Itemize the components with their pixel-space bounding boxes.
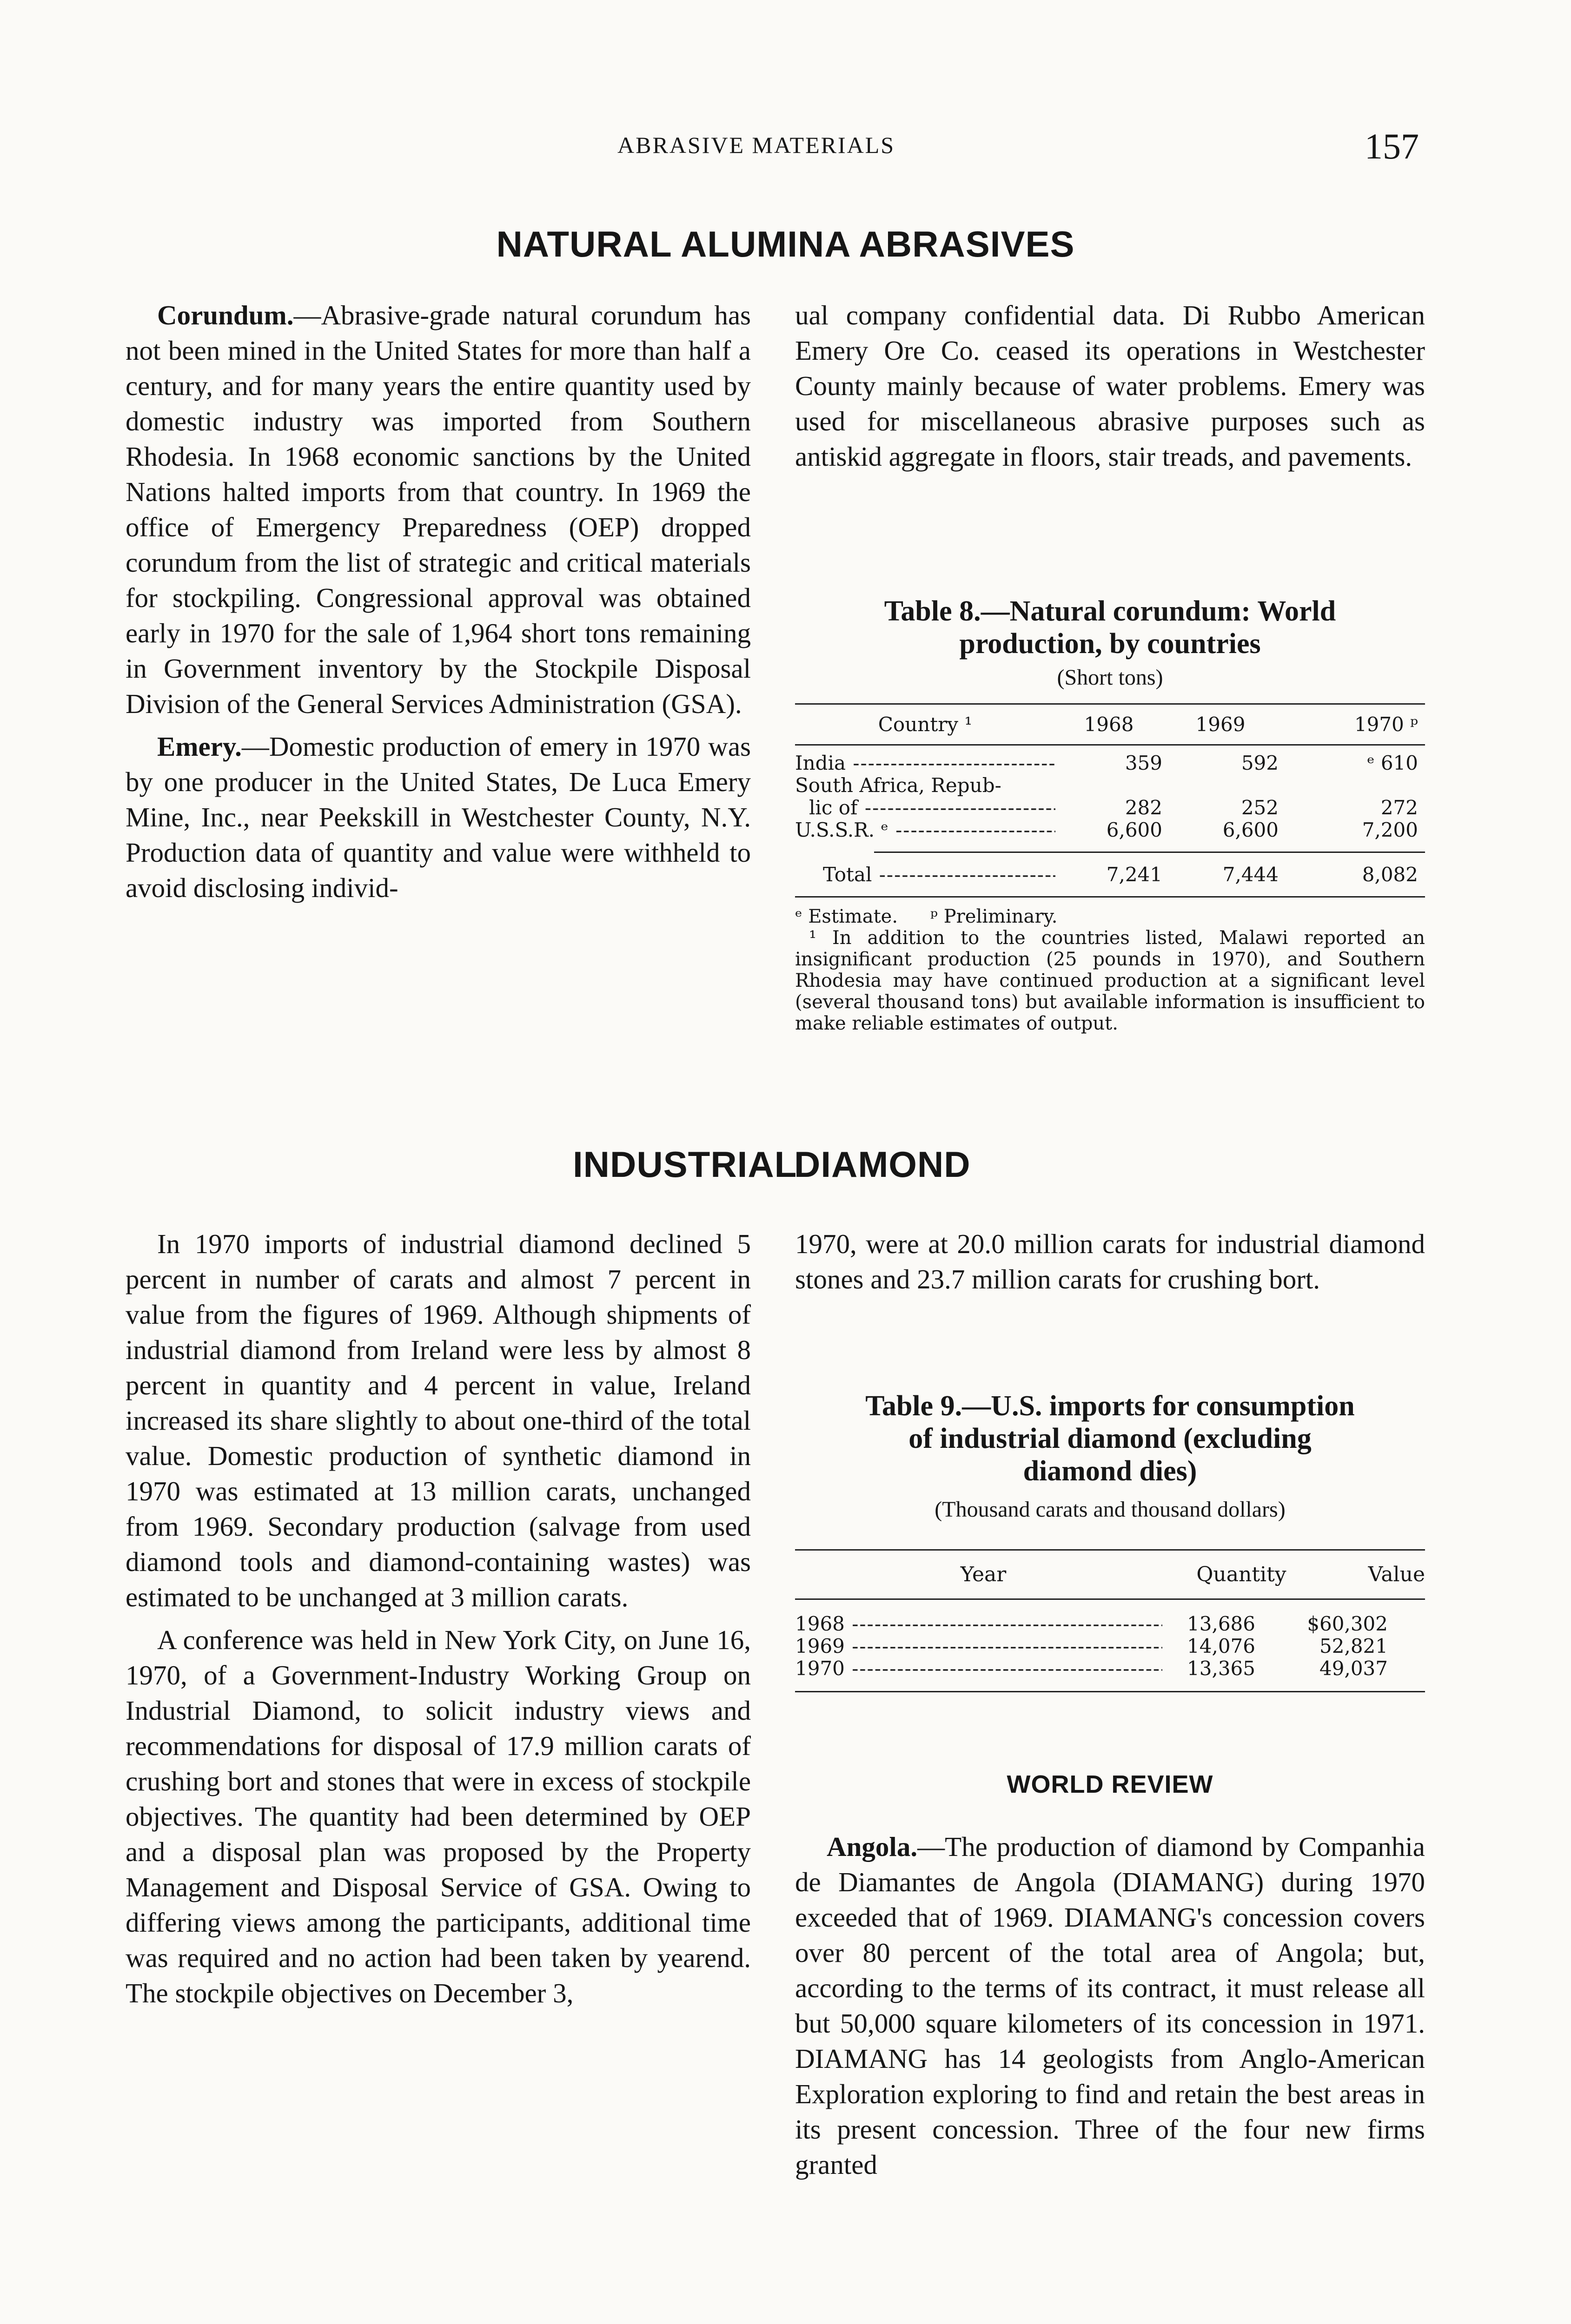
table-row: South Africa, Repub- xyxy=(795,774,1001,797)
table-8-footnote: ¹ In addition to the countries listed, Malawi reported an insignificant production (25 pounds in 1970), and Southern Rhodesia may have continued production at a significant level (several thousand tons) but available information is insufficient to make reliable estimates of output. xyxy=(795,927,1425,1034)
world-review-column xyxy=(795,1829,1425,2182)
left-column-section2 xyxy=(126,1226,751,2011)
section-title-diamond: DIAMOND xyxy=(794,1144,971,1185)
diamond-paragraph-1: In 1970 imports of industrial diamond declined 5 percent in number of carats and almost 7 percent in value from the figures of 1969. Although shipments of industrial diamond from Ireland were less by almost 8 percent in quantity and 4 percent in value, Ireland increased its share slightly to about one-third of the total value. Domestic production of synthetic diamond in 1970 was estimated at 13 million carats, unchanged from 1969. Secondary production (salvage from used diamond tools and diamond-containing wastes) was estimated to be unchanged at 3 million carats. xyxy=(126,1228,751,1612)
emery-paragraph xyxy=(126,729,751,905)
table-row: 1969 ----- 14,076 52,821 xyxy=(795,1635,1425,1657)
table-8-bottom-rule xyxy=(795,896,1425,898)
running-head: ABRASIVE MATERIALS xyxy=(617,132,895,158)
table-8-units: (Short tons) xyxy=(1057,665,1163,690)
corundum-paragraph xyxy=(126,297,751,721)
table-9-body xyxy=(795,1600,1425,1691)
emery-text: —Domestic production of emery in 1970 was by one producer in the United States, De Luca Emery Mine, Inc., near Peekskill in Westchester County, N.Y. Production data of quantity and value were withheld to avoid disclosing individ- xyxy=(126,731,751,903)
angola-lead: Angola. xyxy=(827,1831,918,1862)
table-8-total: Total ----- 7,241 7,444 8,082 xyxy=(795,853,1425,896)
table-9-bottom-rule xyxy=(795,1691,1425,1692)
table-8-col-1969: 1969 xyxy=(1195,713,1246,736)
world-review-heading: WORLD REVIEW xyxy=(1007,1770,1213,1798)
section-title-natural-alumina: NATURAL ALUMINA ABRASIVES xyxy=(496,224,1075,264)
table-8-caption-line2: production, by countries xyxy=(959,628,1261,660)
section-title-industrial: INDUSTRIAL xyxy=(573,1144,797,1185)
diamond-paragraph-2: A conference was held in New York City, on June 16, 1970, of a Government-Industry Working Group on Industrial Diamond, to solicit industry views and recommendations for disposal of 17.9 million carats of crushing bort and stones that were in excess of stockpile objectives. The quantity had been determined by OEP and a disposal plan was proposed by the Property Management and Disposal Service of GSA. Owing to differing views among the participants, additional time was required and no action had been taken by yearend. The stockpile objectives on December 3, xyxy=(126,1624,751,2008)
table-8 xyxy=(795,595,1425,1034)
table-9-caption: Table 9.—U.S. imports for consumption of industrial diamond (excluding diamond dies) xyxy=(865,1390,1355,1487)
corundum-text: —Abrasive-grade natural corundum has not been mined in the United States for more than half a century, and for many years the entire quantity used by domestic industry was imported from Southern Rhodesia. In 1968 economic sanctions by the United Nations halted imports from that country. In 1969 the office of Emergency Preparedness (OEP) dropped corundum from the list of strategic and critical materials for stockpiling. Congressional approval was obtained early in 1970 for the sale of 1,964 short tons remaining in Government inventory by the Stockpile Disposal Division of the General Services Administration (GSA). xyxy=(126,300,751,719)
table-8-header xyxy=(795,705,1425,744)
table-row: 1968 ----- 13,686 $60,302 xyxy=(795,1613,1425,1635)
table-row: 1970 ----- 13,365 49,037 xyxy=(795,1657,1425,1680)
table-8-caption xyxy=(795,595,1425,660)
diamond-continued: 1970, were at 20.0 million carats for industrial diamond stones and 23.7 million carats for crushing bort. xyxy=(795,1228,1425,1294)
table-9-units: (Thousand carats and thousand dollars) xyxy=(935,1497,1286,1522)
table-8-notes: ᵉ Estimate. ᵖ Preliminary. ¹ In addition to the countries listed, Malawi reported an insignificant production (25 pounds in 1970), and Southern Rhodesia may have continued production at a significant level (several thousand tons) but available information is insufficient to make reliable estimates of output. xyxy=(795,906,1425,1034)
table-row: India ----- 359 592 ᵉ 610 xyxy=(795,752,1425,774)
table-row: U.S.S.R. ᵉ ----- 6,600 6,600 7,200 xyxy=(795,819,1425,841)
table-8-body xyxy=(795,746,1425,841)
angola-text: —The production of diamond by Companhia de Diamantes de Angola (DIAMANG) during 1970 exceeded that of 1969. DIAMANG's concession covers over 80 percent of the total area of Angola; but, according to the terms of its contract, it must release all but 50,000 square kilometers of its concession in 1971. DIAMANG has 14 geologists from Anglo-American Exploration exploring to find and retain the best areas in its present concession. Three of the four new firms granted xyxy=(795,1831,1425,2180)
table-8-col-1970: 1970 ᵖ xyxy=(1354,713,1418,736)
table-8-col-1968: 1968 xyxy=(1084,713,1134,736)
table-9 xyxy=(795,1390,1425,1692)
left-column-section1 xyxy=(126,297,751,905)
right-column-section2 xyxy=(795,1226,1425,1297)
page-number: 157 xyxy=(1365,126,1419,166)
emery-lead: Emery. xyxy=(157,731,242,762)
table-8-caption-line1: Table 8.—Natural corundum: World xyxy=(884,595,1336,627)
table-8-col-country: Country ¹ xyxy=(878,713,973,736)
emery-continued: ual company confidential data. Di Rubbo American Emery Ore Co. ceased its operations in Westchester County mainly because of water problems. Emery was used for miscellaneous abrasive purposes such as antiskid aggregate in floors, stair treads, and pavements. xyxy=(795,300,1425,472)
corundum-lead: Corundum. xyxy=(157,300,294,330)
table-9-header: Year Quantity Value xyxy=(960,1563,1425,1586)
table-row: lic of ----- 282 252 272 xyxy=(795,797,1425,819)
right-column-section1 xyxy=(795,297,1425,474)
angola-paragraph xyxy=(795,1829,1425,2182)
